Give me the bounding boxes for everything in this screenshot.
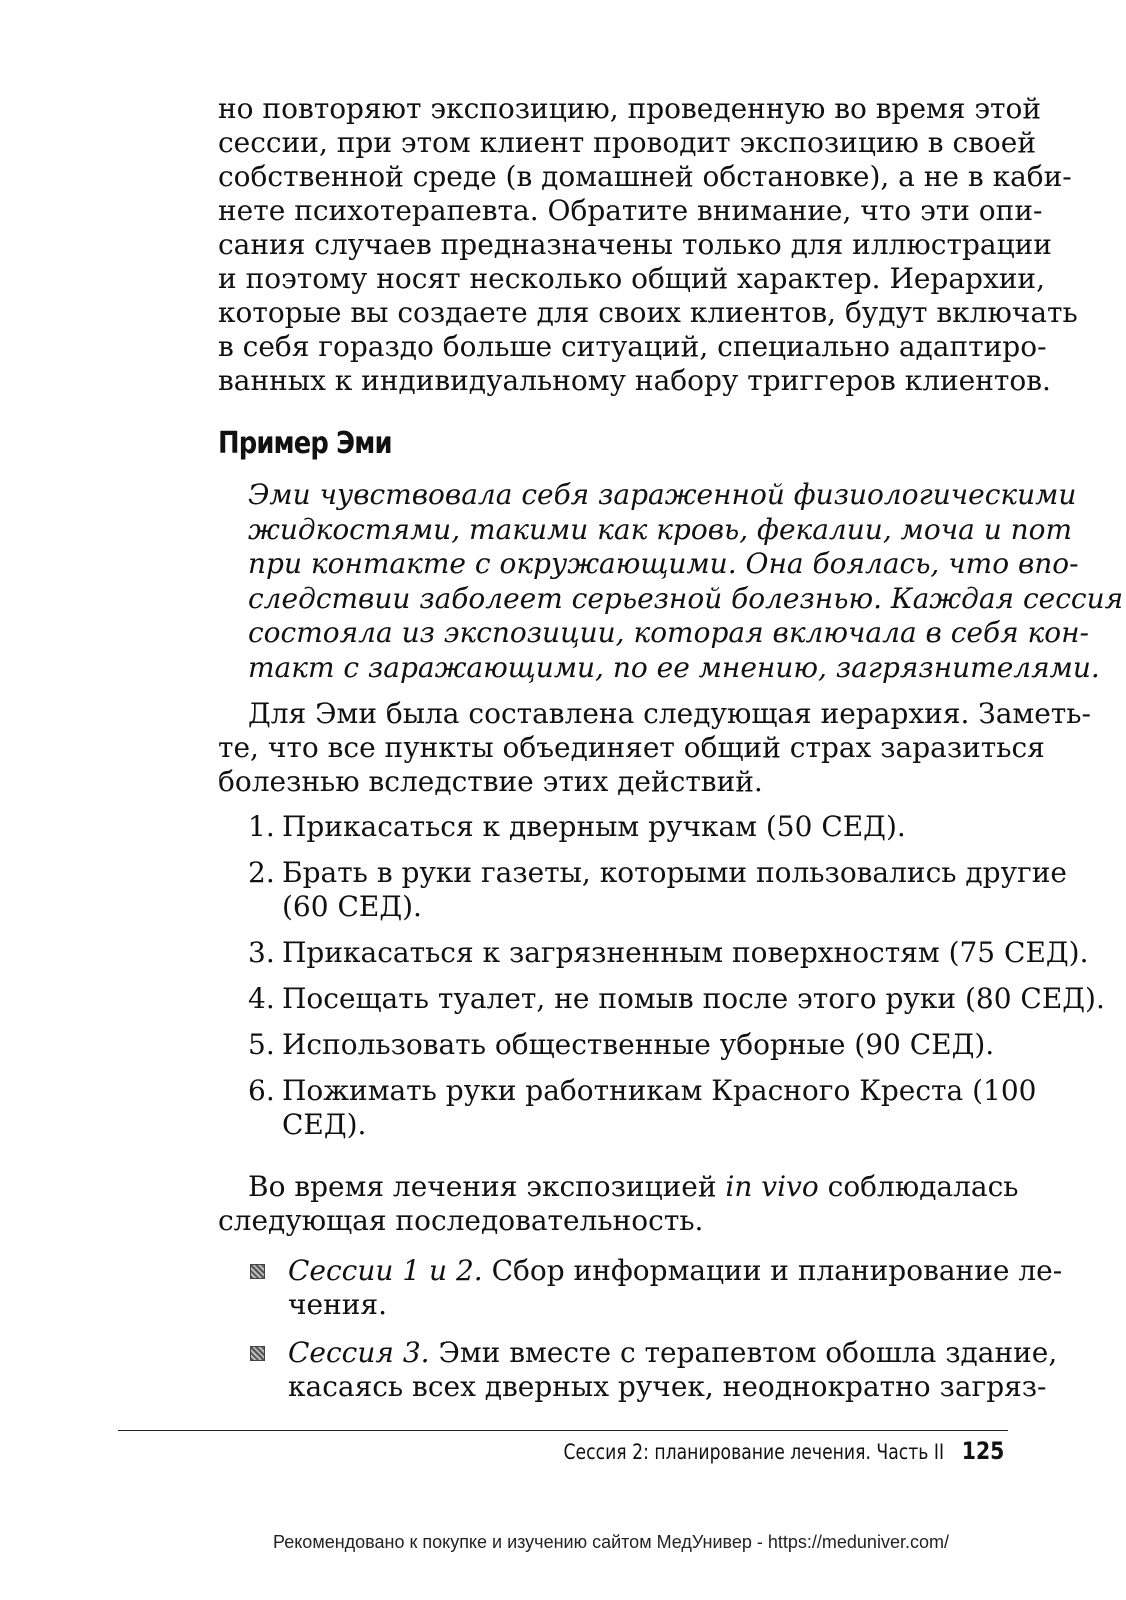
running-footer [480,1436,1008,1467]
case-description [248,478,1124,685]
text-line: Прикасаться к дверным ручкам (50 СЕД). [282,810,906,843]
text-line: сания случаев предназначены только для иллюстрации [218,228,1052,261]
text-line: такт с заражающими, по ее мнению, загрязнителями. [248,650,1100,684]
session-list [248,1254,1063,1418]
text-line: в себя гораздо больше ситуаций, специально адаптиро- [218,330,1047,363]
text-line: касаясь всех дверных ручек, неоднократно загряз- [288,1370,1047,1403]
list-number: 4. [248,982,275,1015]
text-line: (60 СЕД). [282,890,422,923]
text-line: нете психотерапевта. Обратите внимание, что эти опи- [218,194,1043,227]
text-line: СЕД). [282,1108,367,1141]
intro-paragraph [218,92,1078,398]
list-item [248,810,1008,844]
text-line: Посещать туалет, не помыв после этого руки (80 СЕД). [282,982,1105,1015]
list-number: 2. [248,856,275,889]
list-number: 3. [248,936,275,969]
list-item [248,936,1089,970]
text-line: Для Эми была составлена следующая иерархия. Заметь- [248,697,1091,730]
hierarchy-list [248,810,1105,1154]
session-label: Сессии 1 и 2. [288,1254,483,1287]
text-line: собственной среде (в домашней обстановке), а не в каби- [218,160,1072,193]
list-number: 5. [248,1028,275,1061]
text-line: ванных к индивидуальному набору триггеров клиентов. [218,364,1051,397]
text-line: при контакте с окружающими. Она боялась, что впо- [248,547,1079,580]
square-bullet-icon [250,1346,265,1361]
text-run: Эми вместе с терапевтом обошла здание, [429,1336,1058,1369]
text-run: соблюдалась [818,1170,1019,1203]
text-line: следующая последовательность. [218,1204,704,1237]
text-run: Во время лечения экспозицией [248,1170,726,1203]
list-item [248,1254,1063,1322]
text-line: и поэтому носят несколько общий характер. Иерархии, [218,262,1045,295]
text-line: состояла из экспозиции, которая включала в себя кон- [248,616,1090,649]
list-number: 1. [248,810,275,843]
text-line: жидкостями, такими как кровь, фекалии, моча и пот [248,512,1073,546]
footer-divider [118,1430,1008,1431]
text-line [218,1170,1019,1204]
list-number: 6. [248,1074,275,1107]
text-line: Прикасаться к загрязненным поверхностям (75 СЕД). [282,936,1089,969]
text-line: те, что все пункты объединяет общий страх заразиться [218,731,1045,764]
text-line: которые вы создаете для своих клиентов, будут включать [218,296,1078,329]
hierarchy-paragraph [218,697,1091,799]
text-line: Эми чувствовала себя зараженной физиологическими [248,478,1077,511]
text-line [288,1336,1058,1370]
list-item [248,856,1067,924]
italic-term: in vivo [725,1170,819,1203]
text-line: сессии, при этом клиент проводит экспозицию в своей [218,126,1036,159]
text-line: болезнью вследствие этих действий. [218,765,763,798]
text-line: но повторяют экспозицию, проведенную во время этой [218,92,1042,125]
list-item [248,1336,1058,1404]
text-line: чения. [288,1288,387,1321]
list-item [248,1074,1037,1142]
text-line: следствии заболеет серьезной болезнью. Каждая сессия [248,581,1124,615]
section-heading: Пример Эми [218,426,392,461]
invivo-paragraph [218,1170,1019,1238]
page-number: 125 [961,1437,1005,1465]
session-label: Сессия 3. [288,1336,430,1369]
list-item [248,1028,1008,1062]
text-line: Использовать общественные уборные (90 СЕД). [282,1028,995,1061]
text-line [288,1254,1063,1288]
square-bullet-icon [250,1264,265,1279]
text-run: Сбор информации и планирование ле- [482,1254,1063,1287]
chapter-title: Сессия 2: планирование лечения. Часть II [563,1440,944,1464]
list-item [248,982,1105,1016]
text-line: Брать в руки газеты, которыми пользовались другие [282,856,1067,889]
text-line: Пожимать руки работникам Красного Креста (100 [282,1074,1037,1107]
watermark-text: Рекомендовано к покупке и изучению сайтом МедУнивер - https://meduniver.com/ [273,1532,949,1552]
